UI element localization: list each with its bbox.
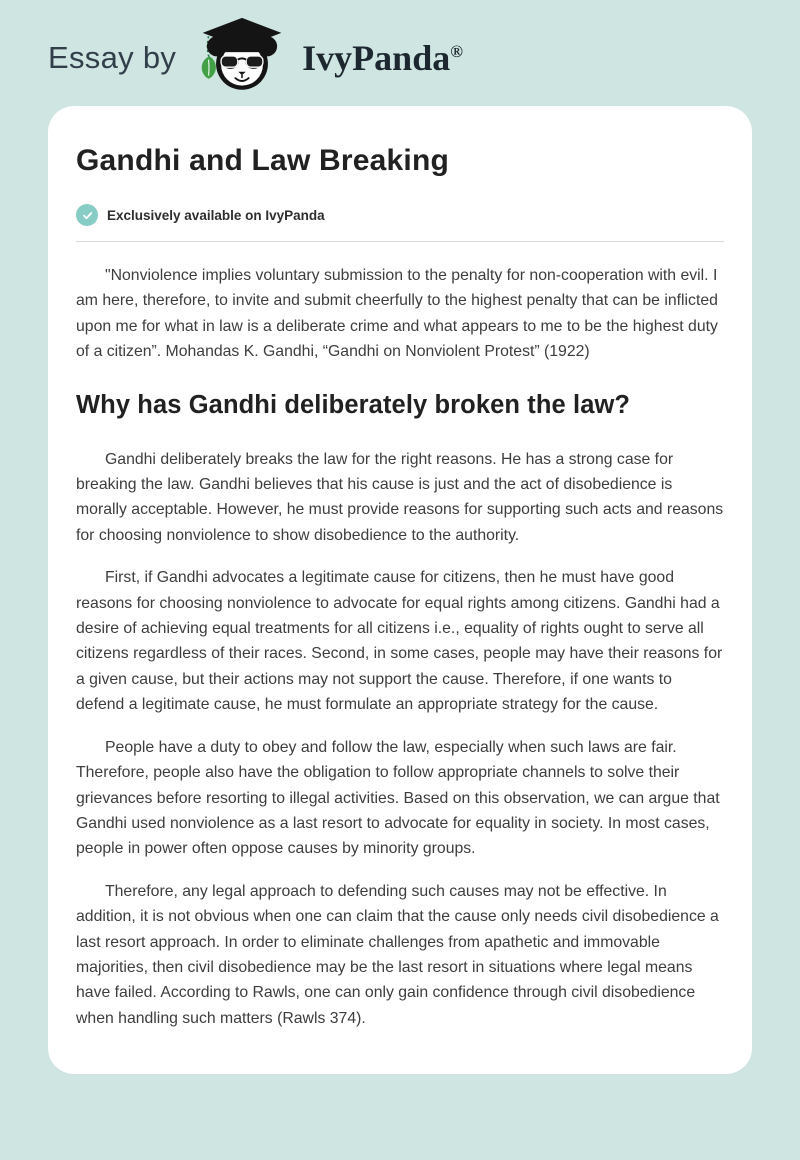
check-icon (76, 204, 98, 226)
body-paragraph-4: Therefore, any legal approach to defending such causes may not be effective. In addition, it is not obvious when one can claim that the cause only needs civil disobedience a last resort approach. In order to eliminate challenges from apathetic and immovable majorities, then civil disobedience may be the last resort in situations where legal means have failed. According to Rawls, one can only gain confidence through civil disobedience when handling such matters (Rawls 374). (76, 882, 719, 1027)
body-paragraph-3: People have a duty to obey and follow the law, especially when such laws are fair. Therefore, people also have the obligation to follow appropriate channels to solve their grievances before resorting to illegal activities. Based on this observation, we can argue that Gandhi used nonviolence as a last resort to advocate for equality in society. In most cases, people in power often oppose causes by minority groups. (76, 738, 720, 858)
exclusive-badge (76, 204, 724, 226)
exclusive-badge-label: Exclusively available on IvyPanda (107, 207, 325, 223)
essay-by-label: Essay by (48, 40, 177, 75)
brand-text: IvyPanda (302, 38, 451, 78)
quote-paragraph: "Nonviolence implies voluntary submission to the penalty for non-cooperation with evil. I am here, therefore, to invite and submit cheerfully to the highest penalty that can be inflicted upon me for what in law is a deliberate crime and what appears to me to be the highest duty of a citizen”. Mohandas K. Gandhi, “Gandhi on Nonviolent Protest” (1922) (76, 267, 718, 361)
section-heading: Why has Gandhi deliberately broken the law? (76, 390, 631, 419)
essay-card (48, 106, 752, 1074)
divider (76, 241, 724, 242)
registered-mark: ® (450, 42, 463, 61)
body-paragraph-2: First, if Gandhi advocates a legitimate cause for citizens, then he must have good reasons for choosing nonviolence to advocate for equal rights among citizens. Gandhi had a desire of achieving equal treatments for all citizens i.e., equality of rights ought to serve all citizens regardless of their races. Second, in some cases, people may have their reasons for a given cause, but their actions may not support the cause. Therefore, if one wants to defend a legitimate cause, he must formulate an appropriate strategy for the cause. (76, 569, 723, 714)
panda-graduate-icon (196, 16, 288, 100)
body-paragraph-1: Gandhi deliberately breaks the law for the right reasons. He has a strong case for breaking the law. Gandhi believes that his cause is just and the act of disobedience is morally acceptable. However, he must provide reasons for supporting such acts and reasons for choosing nonviolence to show disobedience to the authority. (76, 450, 724, 544)
site-header (0, 0, 800, 92)
essay-content (76, 263, 724, 1031)
page-title: Gandhi and Law Breaking (76, 144, 449, 177)
brand-name (302, 37, 463, 79)
